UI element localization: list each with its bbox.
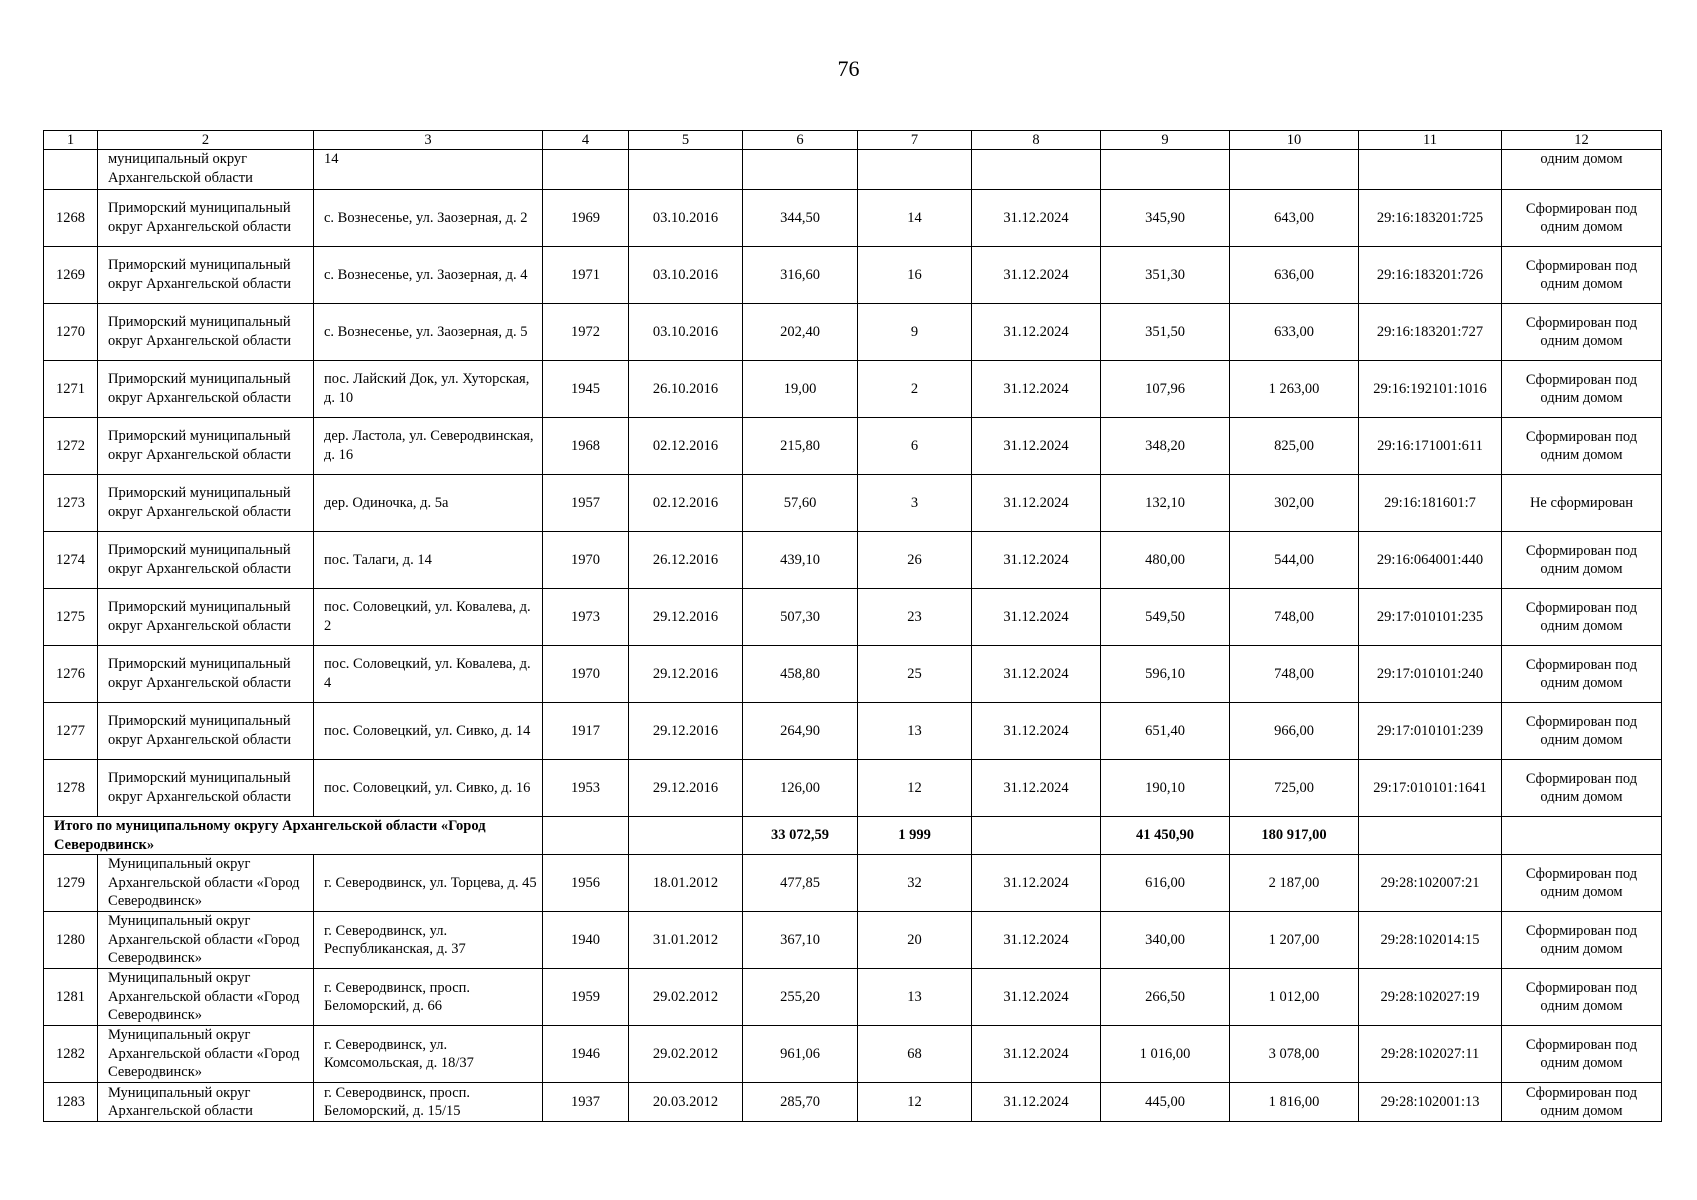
date-cell: 31.01.2012 xyxy=(629,912,743,969)
row-number-cell: 1281 xyxy=(44,969,98,1026)
total-people: 1 999 xyxy=(858,817,972,855)
cadastral-cell: 29:28:102014:15 xyxy=(1359,912,1502,969)
total-empty-cell xyxy=(1502,817,1662,855)
rows-group-b xyxy=(44,855,1662,1122)
date-cell: 29.12.2016 xyxy=(629,703,743,760)
table-row xyxy=(44,912,1662,969)
price-cell: 966,00 xyxy=(1230,703,1359,760)
table-row xyxy=(44,418,1662,475)
people-cell: 13 xyxy=(858,969,972,1026)
area-cell: 285,70 xyxy=(743,1083,858,1122)
date-cell: 26.12.2016 xyxy=(629,532,743,589)
area-cell: 477,85 xyxy=(743,855,858,912)
cadastral-cell: 29:17:010101:239 xyxy=(1359,703,1502,760)
price-cell: 748,00 xyxy=(1230,646,1359,703)
status-cell: одним домом xyxy=(1502,150,1662,190)
date-cell: 29.12.2016 xyxy=(629,760,743,817)
status-cell: Сформирован под одним домом xyxy=(1502,646,1662,703)
column-header: 8 xyxy=(972,131,1101,150)
year-cell: 1953 xyxy=(543,760,629,817)
column-header: 6 xyxy=(743,131,858,150)
total-label: Итого по муниципальному округу Архангельской области «Город Северодвинск» xyxy=(44,817,543,855)
land-area-cell: 190,10 xyxy=(1101,760,1230,817)
municipality-cell: Приморский муниципальный округ Архангельской области xyxy=(98,703,314,760)
status-cell: Сформирован под одним домом xyxy=(1502,247,1662,304)
municipality-cell: Приморский муниципальный округ Архангельской области xyxy=(98,475,314,532)
table-row xyxy=(44,760,1662,817)
people-cell: 23 xyxy=(858,589,972,646)
municipality-cell: Приморский муниципальный округ Архангельской области xyxy=(98,190,314,247)
deadline-cell: 31.12.2024 xyxy=(972,532,1101,589)
row-number-cell xyxy=(44,150,98,190)
cadastral-cell: 29:28:102027:11 xyxy=(1359,1026,1502,1083)
year-cell: 1970 xyxy=(543,646,629,703)
row-number-cell: 1274 xyxy=(44,532,98,589)
address-cell: г. Северодвинск, ул. Комсомольская, д. 18/37 xyxy=(314,1026,543,1083)
table-row xyxy=(44,589,1662,646)
land-area-cell: 596,10 xyxy=(1101,646,1230,703)
area-cell: 202,40 xyxy=(743,304,858,361)
land-area-cell: 266,50 xyxy=(1101,969,1230,1026)
table-row xyxy=(44,304,1662,361)
status-cell: Сформирован под одним домом xyxy=(1502,361,1662,418)
deadline-cell: 31.12.2024 xyxy=(972,646,1101,703)
price-cell: 1 816,00 xyxy=(1230,1083,1359,1122)
area-cell: 316,60 xyxy=(743,247,858,304)
year-cell: 1937 xyxy=(543,1083,629,1122)
people-cell: 13 xyxy=(858,703,972,760)
cadastral-cell: 29:17:010101:240 xyxy=(1359,646,1502,703)
year-cell: 1972 xyxy=(543,304,629,361)
area-cell xyxy=(743,150,858,190)
area-cell: 367,10 xyxy=(743,912,858,969)
cadastral-cell: 29:16:181601:7 xyxy=(1359,475,1502,532)
table-row xyxy=(44,247,1662,304)
price-cell: 748,00 xyxy=(1230,589,1359,646)
people-cell: 26 xyxy=(858,532,972,589)
table-row xyxy=(44,190,1662,247)
row-number-cell: 1272 xyxy=(44,418,98,475)
cadastral-cell: 29:16:183201:726 xyxy=(1359,247,1502,304)
status-cell: Сформирован под одним домом xyxy=(1502,304,1662,361)
deadline-cell: 31.12.2024 xyxy=(972,703,1101,760)
status-cell: Сформирован под одним домом xyxy=(1502,760,1662,817)
row-number-cell: 1280 xyxy=(44,912,98,969)
column-header: 11 xyxy=(1359,131,1502,150)
total-area: 33 072,59 xyxy=(743,817,858,855)
land-area-cell: 132,10 xyxy=(1101,475,1230,532)
address-cell: пос. Талаги, д. 14 xyxy=(314,532,543,589)
address-cell: г. Северодвинск, просп. Беломорский, д. 15/15 xyxy=(314,1083,543,1122)
row-number-cell: 1279 xyxy=(44,855,98,912)
price-cell: 636,00 xyxy=(1230,247,1359,304)
price-cell: 3 078,00 xyxy=(1230,1026,1359,1083)
table-row xyxy=(44,646,1662,703)
municipality-cell: Муниципальный округ Архангельской области «Город Северодвинск» xyxy=(98,855,314,912)
area-cell: 19,00 xyxy=(743,361,858,418)
price-cell: 2 187,00 xyxy=(1230,855,1359,912)
land-area-cell: 351,50 xyxy=(1101,304,1230,361)
row-number-cell: 1283 xyxy=(44,1083,98,1122)
cadastral-cell: 29:16:064001:440 xyxy=(1359,532,1502,589)
land-area-cell: 348,20 xyxy=(1101,418,1230,475)
cadastral-cell: 29:28:102001:13 xyxy=(1359,1083,1502,1122)
area-cell: 961,06 xyxy=(743,1026,858,1083)
housing-table xyxy=(43,130,1662,1122)
year-cell: 1973 xyxy=(543,589,629,646)
column-header: 10 xyxy=(1230,131,1359,150)
price-cell: 1 207,00 xyxy=(1230,912,1359,969)
price-cell: 825,00 xyxy=(1230,418,1359,475)
address-cell: г. Северодвинск, ул. Торцева, д. 45 xyxy=(314,855,543,912)
people-cell: 14 xyxy=(858,190,972,247)
total-empty-cell xyxy=(629,817,743,855)
year-cell: 1971 xyxy=(543,247,629,304)
area-cell: 126,00 xyxy=(743,760,858,817)
total-land-area: 41 450,90 xyxy=(1101,817,1230,855)
status-cell: Сформирован под одним домом xyxy=(1502,1026,1662,1083)
address-cell: пос. Соловецкий, ул. Сивко, д. 16 xyxy=(314,760,543,817)
municipality-cell: Приморский муниципальный округ Архангельской области xyxy=(98,361,314,418)
deadline-cell: 31.12.2024 xyxy=(972,760,1101,817)
table-row-continuation xyxy=(44,150,1662,190)
people-cell: 68 xyxy=(858,1026,972,1083)
address-cell: пос. Соловецкий, ул. Ковалева, д. 2 xyxy=(314,589,543,646)
address-cell: дер. Одиночка, д. 5а xyxy=(314,475,543,532)
people-cell: 32 xyxy=(858,855,972,912)
deadline-cell: 31.12.2024 xyxy=(972,304,1101,361)
cadastral-cell: 29:28:102027:19 xyxy=(1359,969,1502,1026)
price-cell: 633,00 xyxy=(1230,304,1359,361)
date-cell: 03.10.2016 xyxy=(629,190,743,247)
table-row xyxy=(44,969,1662,1026)
deadline-cell: 31.12.2024 xyxy=(972,190,1101,247)
area-cell: 507,30 xyxy=(743,589,858,646)
address-cell: г. Северодвинск, ул. Республиканская, д. 37 xyxy=(314,912,543,969)
address-cell: с. Вознесенье, ул. Заозерная, д. 5 xyxy=(314,304,543,361)
table-row xyxy=(44,361,1662,418)
deadline-cell: 31.12.2024 xyxy=(972,589,1101,646)
deadline-cell xyxy=(972,150,1101,190)
price-cell: 643,00 xyxy=(1230,190,1359,247)
cadastral-cell: 29:16:171001:611 xyxy=(1359,418,1502,475)
row-number-cell: 1270 xyxy=(44,304,98,361)
price-cell: 1 263,00 xyxy=(1230,361,1359,418)
row-number-cell: 1277 xyxy=(44,703,98,760)
row-number-cell: 1278 xyxy=(44,760,98,817)
municipality-cell: Приморский муниципальный округ Архангельской области xyxy=(98,760,314,817)
address-cell: пос. Соловецкий, ул. Сивко, д. 14 xyxy=(314,703,543,760)
date-cell: 29.02.2012 xyxy=(629,1026,743,1083)
table-header xyxy=(44,131,1662,150)
date-cell: 29.12.2016 xyxy=(629,646,743,703)
municipality-cell: Муниципальный округ Архангельской области «Город Северодвинск» xyxy=(98,969,314,1026)
status-cell: Сформирован под одним домом xyxy=(1502,532,1662,589)
status-cell: Сформирован под одним домом xyxy=(1502,855,1662,912)
address-cell: г. Северодвинск, просп. Беломорский, д. 66 xyxy=(314,969,543,1026)
date-cell: 02.12.2016 xyxy=(629,475,743,532)
municipality-cell: Приморский муниципальный округ Архангельской области xyxy=(98,247,314,304)
cadastral-cell: 29:16:192101:1016 xyxy=(1359,361,1502,418)
date-cell xyxy=(629,150,743,190)
date-cell: 02.12.2016 xyxy=(629,418,743,475)
table-row xyxy=(44,703,1662,760)
column-header: 2 xyxy=(98,131,314,150)
date-cell: 20.03.2012 xyxy=(629,1083,743,1122)
deadline-cell: 31.12.2024 xyxy=(972,1083,1101,1122)
total-empty-cell xyxy=(972,817,1101,855)
column-header: 4 xyxy=(543,131,629,150)
column-header: 7 xyxy=(858,131,972,150)
cadastral-cell xyxy=(1359,150,1502,190)
row-number-cell: 1282 xyxy=(44,1026,98,1083)
status-cell: Сформирован под одним домом xyxy=(1502,1083,1662,1122)
status-cell: Сформирован под одним домом xyxy=(1502,589,1662,646)
year-cell: 1959 xyxy=(543,969,629,1026)
price-cell: 1 012,00 xyxy=(1230,969,1359,1026)
land-area-cell: 651,40 xyxy=(1101,703,1230,760)
land-area-cell xyxy=(1101,150,1230,190)
row-number-cell: 1269 xyxy=(44,247,98,304)
year-cell: 1940 xyxy=(543,912,629,969)
year-cell: 1946 xyxy=(543,1026,629,1083)
year-cell: 1957 xyxy=(543,475,629,532)
table-row xyxy=(44,1026,1662,1083)
status-cell: Не сформирован xyxy=(1502,475,1662,532)
table-row xyxy=(44,532,1662,589)
status-cell: Сформирован под одним домом xyxy=(1502,418,1662,475)
year-cell: 1970 xyxy=(543,532,629,589)
table-row xyxy=(44,855,1662,912)
land-area-cell: 345,90 xyxy=(1101,190,1230,247)
municipality-cell: Приморский муниципальный округ Архангельской области xyxy=(98,418,314,475)
price-cell: 725,00 xyxy=(1230,760,1359,817)
people-cell: 16 xyxy=(858,247,972,304)
address-cell: пос. Лайский Док, ул. Хуторская, д. 10 xyxy=(314,361,543,418)
land-area-cell: 340,00 xyxy=(1101,912,1230,969)
year-cell: 1968 xyxy=(543,418,629,475)
deadline-cell: 31.12.2024 xyxy=(972,855,1101,912)
total-price: 180 917,00 xyxy=(1230,817,1359,855)
total-row xyxy=(44,817,1662,855)
status-cell: Сформирован под одним домом xyxy=(1502,190,1662,247)
status-cell: Сформирован под одним домом xyxy=(1502,969,1662,1026)
people-cell: 20 xyxy=(858,912,972,969)
price-cell: 302,00 xyxy=(1230,475,1359,532)
area-cell: 215,80 xyxy=(743,418,858,475)
total-empty-cell xyxy=(543,817,629,855)
row-number-cell: 1276 xyxy=(44,646,98,703)
municipality-cell: Муниципальный округ Архангельской области «Город Северодвинск» xyxy=(98,1026,314,1083)
municipality-cell: Приморский муниципальный округ Архангельской области xyxy=(98,532,314,589)
area-cell: 255,20 xyxy=(743,969,858,1026)
column-header: 12 xyxy=(1502,131,1662,150)
area-cell: 344,50 xyxy=(743,190,858,247)
land-area-cell: 1 016,00 xyxy=(1101,1026,1230,1083)
status-cell: Сформирован под одним домом xyxy=(1502,912,1662,969)
date-cell: 18.01.2012 xyxy=(629,855,743,912)
status-cell: Сформирован под одним домом xyxy=(1502,703,1662,760)
land-area-cell: 445,00 xyxy=(1101,1083,1230,1122)
total-empty-cell xyxy=(1359,817,1502,855)
row-number-cell: 1273 xyxy=(44,475,98,532)
date-cell: 29.12.2016 xyxy=(629,589,743,646)
municipality-cell: Муниципальный округ Архангельской области xyxy=(98,1083,314,1122)
people-cell: 2 xyxy=(858,361,972,418)
date-cell: 03.10.2016 xyxy=(629,247,743,304)
address-cell: 14 xyxy=(314,150,543,190)
price-cell: 544,00 xyxy=(1230,532,1359,589)
date-cell: 26.10.2016 xyxy=(629,361,743,418)
column-header: 9 xyxy=(1101,131,1230,150)
deadline-cell: 31.12.2024 xyxy=(972,418,1101,475)
page-number: 76 xyxy=(837,56,860,81)
area-cell: 264,90 xyxy=(743,703,858,760)
municipality-cell: Приморский муниципальный округ Архангельской области xyxy=(98,646,314,703)
row-number-cell: 1271 xyxy=(44,361,98,418)
cadastral-cell: 29:28:102007:21 xyxy=(1359,855,1502,912)
address-cell: дер. Ластола, ул. Северодвинская, д. 16 xyxy=(314,418,543,475)
year-cell: 1956 xyxy=(543,855,629,912)
area-cell: 57,60 xyxy=(743,475,858,532)
deadline-cell: 31.12.2024 xyxy=(972,361,1101,418)
area-cell: 458,80 xyxy=(743,646,858,703)
people-cell: 3 xyxy=(858,475,972,532)
municipality-cell: Приморский муниципальный округ Архангельской области xyxy=(98,304,314,361)
column-header: 3 xyxy=(314,131,543,150)
land-area-cell: 480,00 xyxy=(1101,532,1230,589)
land-area-cell: 107,96 xyxy=(1101,361,1230,418)
deadline-cell: 31.12.2024 xyxy=(972,912,1101,969)
municipality-cell: Муниципальный округ Архангельской области «Город Северодвинск» xyxy=(98,912,314,969)
price-cell xyxy=(1230,150,1359,190)
year-cell: 1969 xyxy=(543,190,629,247)
address-cell: с. Вознесенье, ул. Заозерная, д. 2 xyxy=(314,190,543,247)
deadline-cell: 31.12.2024 xyxy=(972,1026,1101,1083)
column-header: 5 xyxy=(629,131,743,150)
municipality-cell: муниципальный округ Архангельской области xyxy=(98,150,314,190)
date-cell: 29.02.2012 xyxy=(629,969,743,1026)
date-cell: 03.10.2016 xyxy=(629,304,743,361)
year-cell xyxy=(543,150,629,190)
year-cell: 1945 xyxy=(543,361,629,418)
people-cell: 6 xyxy=(858,418,972,475)
deadline-cell: 31.12.2024 xyxy=(972,247,1101,304)
row-number-cell: 1275 xyxy=(44,589,98,646)
area-cell: 439,10 xyxy=(743,532,858,589)
table-row xyxy=(44,475,1662,532)
row-number-cell: 1268 xyxy=(44,190,98,247)
cadastral-cell: 29:16:183201:727 xyxy=(1359,304,1502,361)
table-row xyxy=(44,1083,1662,1122)
cadastral-cell: 29:16:183201:725 xyxy=(1359,190,1502,247)
deadline-cell: 31.12.2024 xyxy=(972,475,1101,532)
land-area-cell: 351,30 xyxy=(1101,247,1230,304)
people-cell: 12 xyxy=(858,1083,972,1122)
cadastral-cell: 29:17:010101:1641 xyxy=(1359,760,1502,817)
land-area-cell: 616,00 xyxy=(1101,855,1230,912)
year-cell: 1917 xyxy=(543,703,629,760)
people-cell: 9 xyxy=(858,304,972,361)
deadline-cell: 31.12.2024 xyxy=(972,969,1101,1026)
cadastral-cell: 29:17:010101:235 xyxy=(1359,589,1502,646)
land-area-cell: 549,50 xyxy=(1101,589,1230,646)
address-cell: с. Вознесенье, ул. Заозерная, д. 4 xyxy=(314,247,543,304)
people-cell xyxy=(858,150,972,190)
rows-group-a xyxy=(44,190,1662,817)
people-cell: 12 xyxy=(858,760,972,817)
column-header: 1 xyxy=(44,131,98,150)
municipality-cell: Приморский муниципальный округ Архангельской области xyxy=(98,589,314,646)
people-cell: 25 xyxy=(858,646,972,703)
address-cell: пос. Соловецкий, ул. Ковалева, д. 4 xyxy=(314,646,543,703)
